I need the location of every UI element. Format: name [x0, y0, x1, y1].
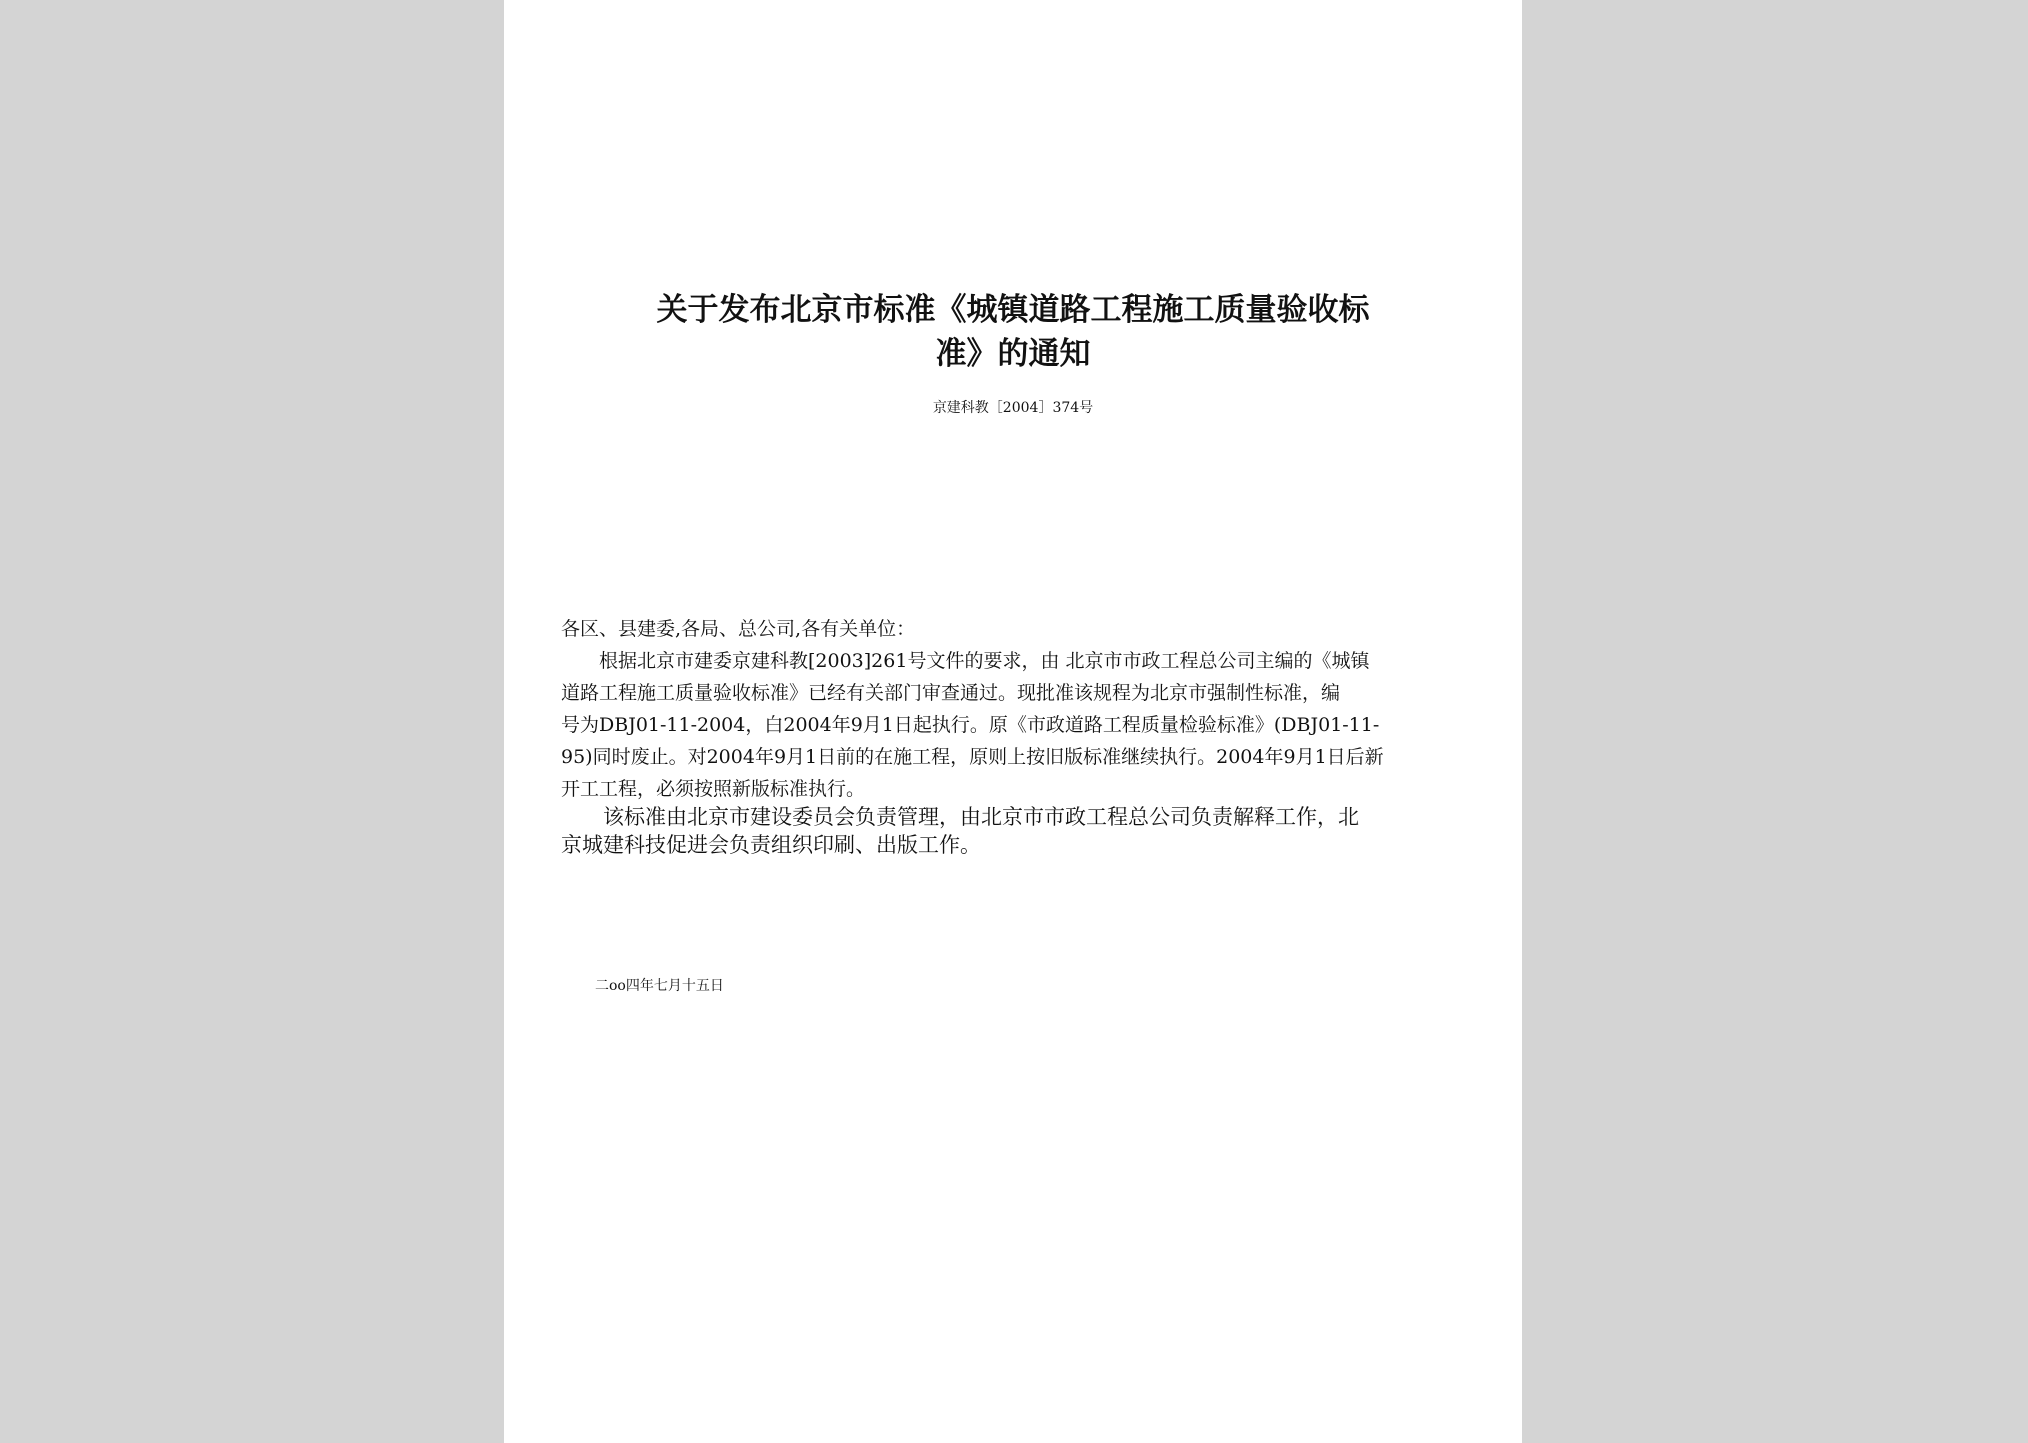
title-line: 准》的通知	[935, 336, 1091, 372]
paragraph-line: 开工工程，必须按照新版标准执行。	[561, 778, 866, 800]
document-number: 京建科教［2004］374号	[932, 400, 1094, 416]
title-line: 关于发布北京市标准《城镇道路工程施工质量验收标	[656, 292, 1370, 328]
paragraph-line: 号为DBJ01-11-2004，白2004年9月1日起执行。原《市政道路工程质量检验标准》(DBJ01-11-	[561, 714, 1380, 736]
salutation: 各区、县建委,各局、总公司,各有关单位：	[561, 618, 916, 640]
paragraph-line: 道路工程施工质量验收标准》已经有关部门审查通过。现批准该规程为北京市强制性标准，编	[561, 682, 1341, 704]
document-title	[564, 288, 1462, 376]
paragraph-line: 95)同时废止。对2004年9月1日前的在施工程，原则上按旧版标准继续执行。2004年9月1日后新	[561, 746, 1384, 768]
document-page	[504, 0, 1522, 1443]
paragraph-line: 京城建科技促进会负责组织印刷、出版工作。	[561, 833, 981, 857]
paragraph-line: 该标准由北京市建设委员会负责管理，由北京市市政工程总公司负责解释工作，北	[561, 805, 1359, 829]
issue-date: 二oo四年七月十五日	[595, 978, 724, 994]
body-paragraph-1	[561, 645, 1384, 805]
body-paragraph-2	[561, 803, 1359, 859]
paragraph-line: 根据北京市建委京建科教[2003]261号文件的要求，由 北京市市政工程总公司主编的《城镇	[561, 650, 1370, 672]
